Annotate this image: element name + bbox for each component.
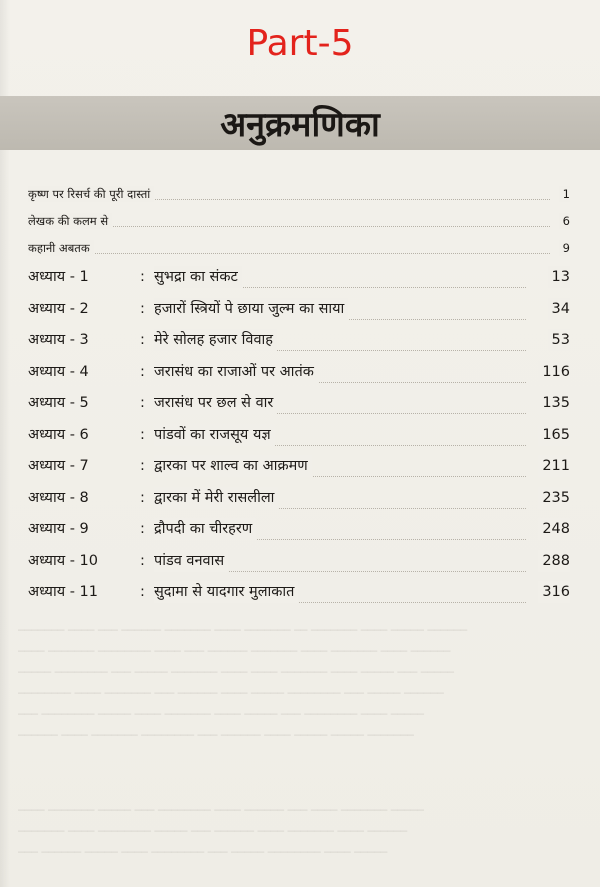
chapter-number: अध्याय - 9 [28,521,89,537]
page-number: 13 [548,266,570,288]
page-number: 316 [538,581,570,603]
chapter-number: अध्याय - 3 [28,332,89,348]
part-label: Part-5 [246,23,354,64]
page-number: 165 [538,424,570,446]
chapter-number: अध्याय - 10 [28,552,99,569]
chapter-row [28,392,570,416]
chapter-number: अध्याय - 8 [28,489,89,506]
chapter-row [28,298,570,322]
entry-title: कृष्ण पर रिसर्च की पूरी दास्तां [28,186,154,202]
chapter-row [28,424,570,448]
chapter-separator: : [140,300,145,317]
chapter-row [28,550,570,574]
chapter-title: सुभद्रा का संकट [154,266,242,288]
page-number: 248 [538,518,570,540]
entry-title: कहानी अबतक [28,240,94,256]
chapter-title: मेरे सोलह हजार विवाह [154,329,277,351]
chapter-title: द्वारका में मेरी रासलीला [154,487,278,509]
list-item [28,213,570,229]
chapter-number: अध्याय - 4 [28,363,89,380]
entry-title: लेखक की कलम से [28,213,112,229]
bleed-through-texture-lower: ──── ─────── ───── ─── ──────── ──── ────── ─── ──── ─────── ───── ─────── ──── ──────── ───── ─── ────── ──── ─────── ──── ────── ─── ────── ───── ──── ──────── ─── ───── ──────── ──── ───── [18,804,424,859]
chapter-number: अध्याय - 7 [28,458,89,474]
page-number: 53 [548,329,570,351]
chapter-separator: : [140,269,145,285]
chapter-row [28,329,570,353]
chapter-number: अध्याय - 6 [28,426,89,443]
toc-title: अनुक्रमणिका [220,105,380,145]
page-number: 116 [538,361,570,383]
chapter-separator: : [140,458,145,474]
dotted-leader [28,253,550,254]
chapter-title: सुदामा से यादगार मुलाकात [154,581,298,603]
chapter-number: अध्याय - 11 [28,584,99,600]
chapter-separator: : [140,521,145,537]
chapter-title: द्वारका पर शाल्व का आक्रमण [154,455,312,477]
chapter-separator: : [140,552,145,569]
chapter-title: द्रौपदी का चीरहरण [154,518,256,540]
chapter-title: पांडव वनवास [154,550,228,572]
chapter-title: जरासंध पर छल से वार [154,392,277,414]
bleed-through-texture: ─────── ──── ─── ────── ─────── ──── ─────── ── ─────── ──── ───── ────── ──── ─────── ──────── ──── ─── ────── ─────── ──── ─────── ──── ────── ───── ──────── ─── ───── ─────── ──── ──── ─────── ──── ───── ─── ───── ──────── ──── ─────── ─── ────── ──── ───── ──────── ─── ───── ────── ─── ──────── ───── ──── ─────── ──── ───── ─── ──────── ──── ───── ────── ──── ─────── ──────── ─── ────── ──── ───── ───── ─────── [18,624,468,742]
list-item [28,186,570,202]
chapter-row [28,266,570,290]
chapter-number: अध्याय - 2 [28,300,89,317]
page-number: 9 [559,240,570,256]
chapter-separator: : [140,332,145,348]
chapter-separator: : [140,489,145,506]
chapter-separator: : [140,584,145,600]
page-number: 135 [538,392,570,414]
page-number: 288 [538,550,570,572]
chapter-title: जरासंध का राजाओं पर आतंक [154,361,318,383]
page-number: 34 [548,298,570,320]
page-number: 211 [538,455,570,477]
chapter-row [28,455,570,479]
chapter-title: पांडवों का राजसूय यज्ञ [154,424,275,446]
chapter-row [28,581,570,605]
chapter-row [28,361,570,385]
list-item [28,240,570,256]
chapter-separator: : [140,426,145,443]
chapter-number: अध्याय - 1 [28,269,89,285]
page-number: 235 [538,487,570,509]
chapter-title: हजारों स्त्रियों पे छाया जुल्म का साया [154,298,348,320]
page-number: 6 [559,213,570,229]
chapter-number: अध्याय - 5 [28,395,89,411]
chapter-separator: : [140,395,145,411]
page-number: 1 [559,186,570,202]
chapter-row [28,487,570,511]
chapter-row [28,518,570,542]
chapter-separator: : [140,363,145,380]
